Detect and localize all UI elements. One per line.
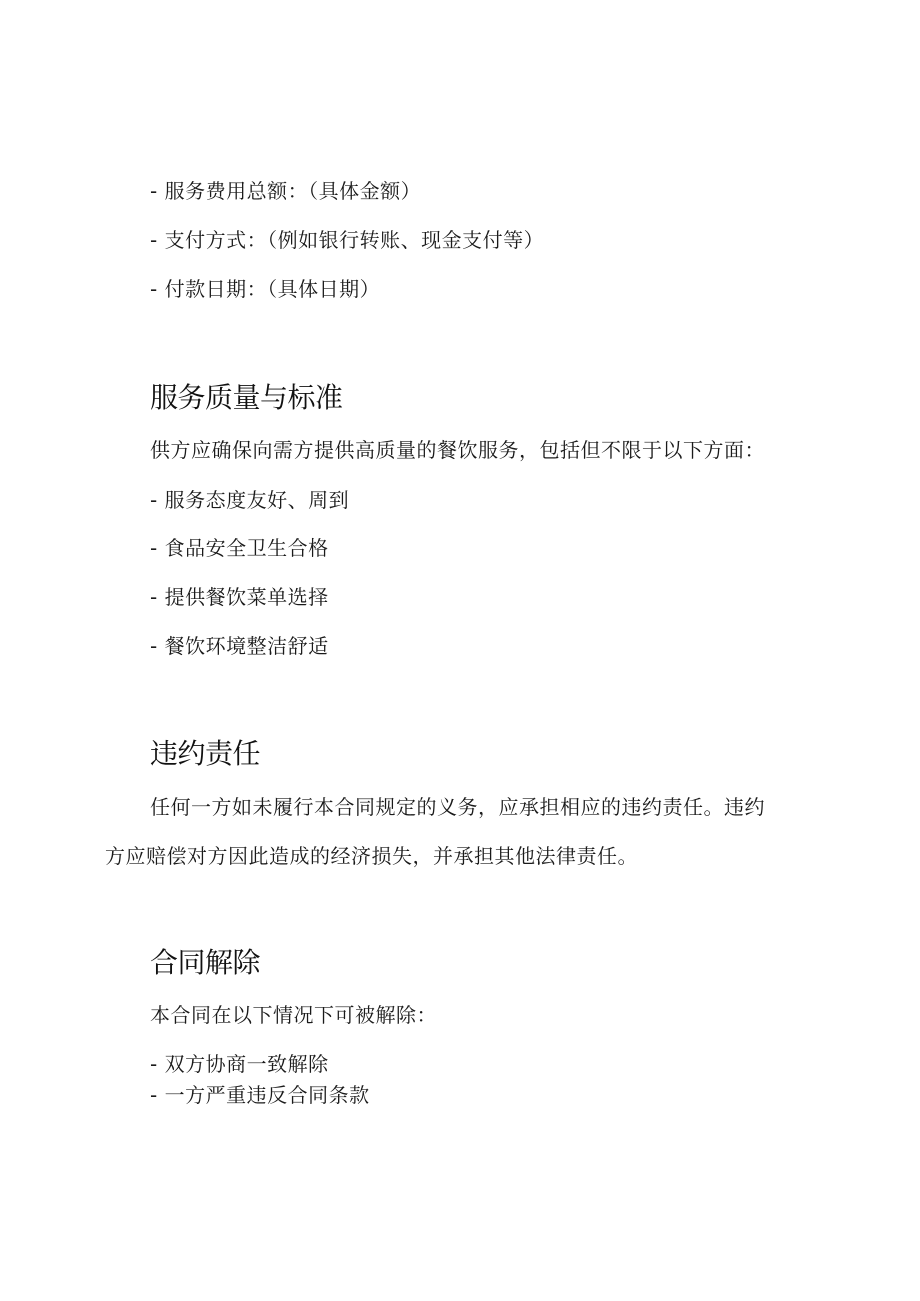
quality-intro: 供方应确保向需方提供高质量的餐饮服务，包括但不限于以下方面： [150,438,765,462]
quality-item-food-safety: - 食品安全卫生合格 [150,536,329,560]
section-heading-termination: 合同解除 [150,946,261,979]
payment-item-date: - 付款日期：（具体日期） [150,277,381,301]
quality-item-environment: - 餐饮环境整洁舒适 [150,634,329,658]
breach-paragraph-line2: 方应赔偿对方因此造成的经济损失，并承担其他法律责任。 [105,844,638,868]
breach-paragraph-line1: 任何一方如未履行本合同规定的义务，应承担相应的违约责任。违约 [150,795,765,819]
termination-item-mutual: - 双方协商一致解除 [150,1052,329,1076]
termination-item-breach: - 一方严重违反合同条款 [150,1083,370,1107]
quality-item-menu: - 提供餐饮菜单选择 [150,585,329,609]
section-heading-quality: 服务质量与标准 [150,381,343,414]
termination-intro: 本合同在以下情况下可被解除： [150,1003,437,1027]
quality-item-attitude: - 服务态度友好、周到 [150,488,350,512]
payment-item-method: - 支付方式：（例如银行转账、现金支付等） [150,228,545,252]
section-heading-breach: 违约责任 [150,737,261,770]
payment-item-amount: - 服务费用总额：（具体金额） [150,179,422,203]
